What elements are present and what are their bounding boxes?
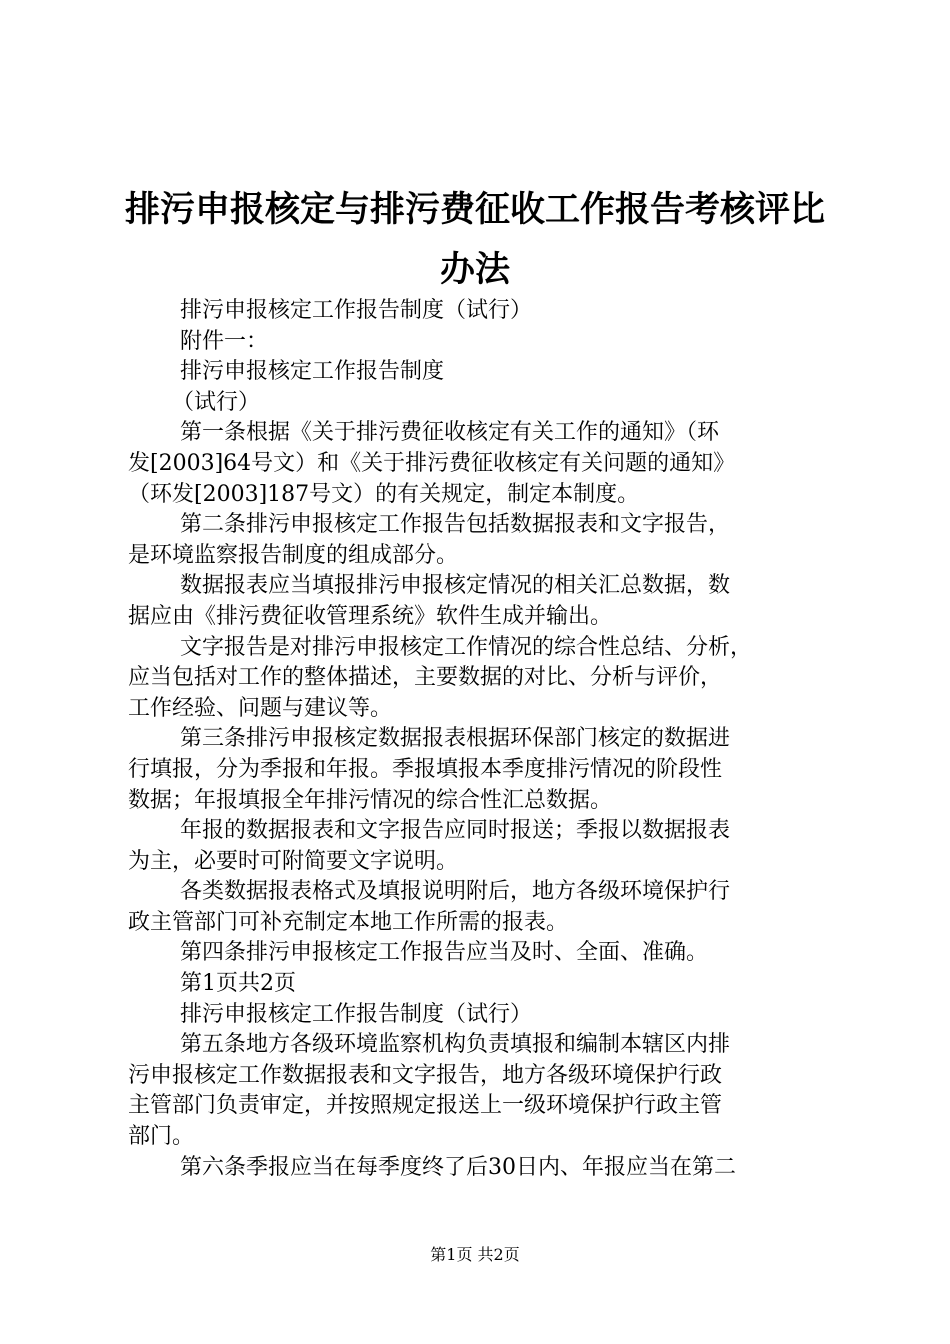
paragraph-line: 数据报表应当填报排污申报核定情况的相关汇总数据，数 (180, 573, 731, 599)
paragraph-line: 年报的数据报表和文字报告应同时报送；季报以数据报表 (180, 818, 731, 844)
paragraph-line: 第六条季报应当在每季度终了后30日内、年报应当在第二 (180, 1154, 736, 1180)
paragraph-line: 第四条排污申报核定工作报告应当及时、全面、准确。 (180, 940, 709, 966)
document-title: 排污申报核定与排污费征收工作报告考核评比 (124, 190, 825, 230)
paragraph-line: 发[2003]64号文）和《关于排污费征收核定有关问题的通知》 (128, 450, 736, 476)
paragraph-line: 应当包括对工作的整体描述，主要数据的对比、分析与评价， (128, 665, 723, 691)
paragraph-line: 各类数据报表格式及填报说明附后，地方各级环境保护行 (180, 879, 731, 905)
paragraph-line: 政主管部门可补充制定本地工作所需的报表。 (128, 909, 569, 935)
paragraph-line: 排污申报核定工作报告制度（试行） (180, 298, 533, 323)
paragraph-line: 附件一： (180, 328, 269, 354)
paragraph-line: （环发[2003]187号文）的有关规定，制定本制度。 (128, 481, 640, 507)
paragraph-line: 主管部门负责审定，并按照规定报送上一级环境保护行政主管 (128, 1093, 723, 1119)
paragraph-line: 为主，必要时可附简要文字说明。 (128, 848, 459, 874)
paragraph-line: 污申报核定工作数据报表和文字报告，地方各级环境保护行政 (128, 1062, 723, 1088)
paragraph-line: 部门。 (128, 1124, 195, 1150)
paragraph-line: 工作经验、问题与建议等。 (128, 695, 393, 721)
paragraph-line: 数据；年报填报全年排污情况的综合性汇总数据。 (128, 787, 613, 813)
document-body (128, 296, 833, 1183)
paragraph-line: 是环境监察报告制度的组成部分。 (128, 542, 459, 568)
paragraph-line: 排污申报核定工作报告制度 (180, 359, 445, 385)
paragraph-line: （试行） (172, 389, 261, 415)
paragraph-line: 排污申报核定工作报告制度（试行） (180, 1001, 533, 1027)
document-title-continued: 办法 (439, 250, 510, 290)
paragraph-line: 第五条地方各级环境监察机构负责填报和编制本辖区内排 (180, 1032, 731, 1058)
paragraph-line: 据应由《排污费征收管理系统》软件生成并输出。 (128, 603, 613, 629)
paragraph-line: 第三条排污申报核定数据报表根据环保部门核定的数据进 (180, 726, 731, 752)
page-count-line: 第1页共2页 (180, 971, 296, 997)
paragraph-line: 第一条根据《关于排污费征收核定有关工作的通知》（环 (180, 420, 720, 446)
paragraph-line: 第二条排污申报核定工作报告包括数据报表和文字报告， (180, 512, 731, 538)
page-footer: 第1页 共2页 (430, 1245, 520, 1264)
paragraph-line: 文字报告是对排污申报核定工作情况的综合性总结、分析， (180, 634, 753, 660)
paragraph-line: 行填报，分为季报和年报。季报填报本季度排污情况的阶段性 (128, 756, 723, 782)
